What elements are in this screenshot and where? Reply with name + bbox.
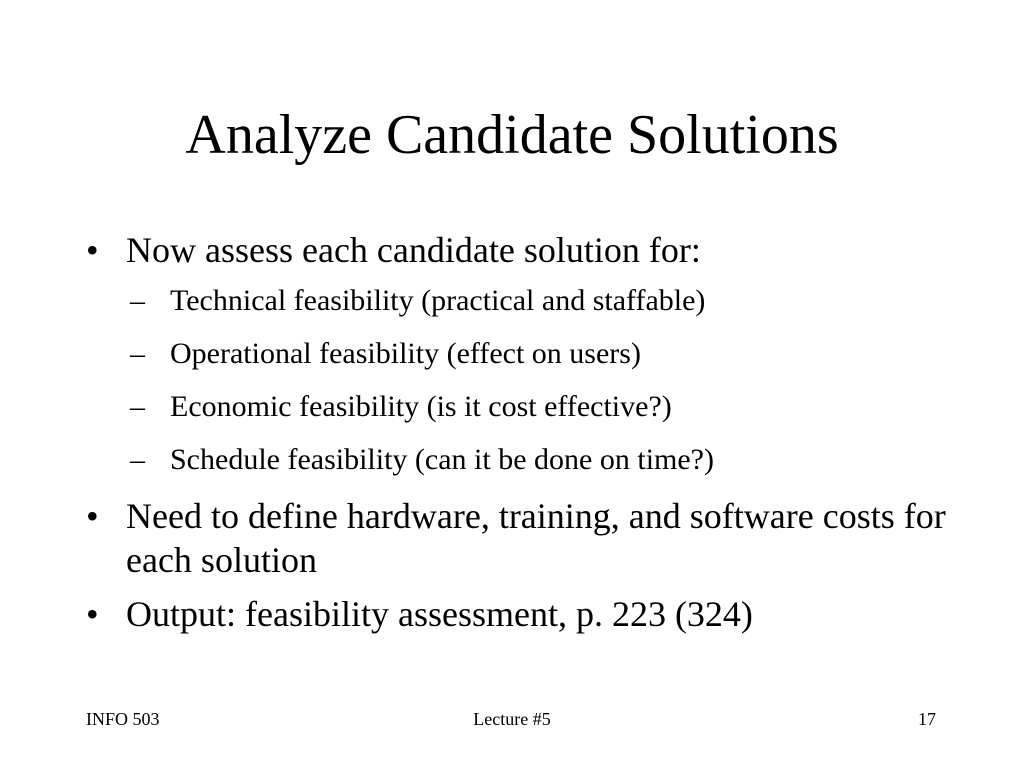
- bullet-marker: •: [86, 496, 99, 536]
- slide-title: Analyze Candidate Solutions: [185, 104, 839, 166]
- bullet-item: [86, 228, 966, 272]
- sub-bullet-marker: –: [130, 337, 145, 370]
- bullet-item: [86, 494, 966, 582]
- bullet-text: Now assess each candidate solution for:: [126, 230, 701, 270]
- bullet-text: Output: feasibility assessment, p. 223 (324): [126, 594, 753, 634]
- slide-body: [86, 228, 966, 646]
- sub-bullet-text: Operational feasibility (effect on users): [170, 337, 641, 370]
- sub-bullet-text: Economic feasibility (is it cost effective?): [170, 390, 672, 423]
- sub-bullet-item: [86, 335, 966, 373]
- footer-course: INFO 503: [86, 709, 160, 729]
- bullet-marker: •: [86, 230, 99, 270]
- sub-bullet-marker: –: [130, 284, 145, 317]
- sub-bullet-marker: –: [130, 390, 145, 423]
- bullet-marker: •: [86, 594, 99, 634]
- sub-bullet-item: [86, 282, 966, 320]
- bullet-item: [86, 592, 966, 636]
- sub-bullet-list: [86, 282, 966, 479]
- sub-bullet-text: Schedule feasibility (can it be done on time?): [170, 443, 714, 476]
- sub-bullet-item: [86, 441, 966, 479]
- bullet-text: Need to define hardware, training, and software costs for each solution: [126, 496, 946, 580]
- sub-bullet-item: [86, 388, 966, 426]
- footer-lecture: Lecture #5: [473, 709, 551, 729]
- sub-bullet-text: Technical feasibility (practical and staffable): [170, 284, 706, 317]
- sub-bullet-marker: –: [130, 443, 145, 476]
- footer-page-number: 17: [918, 709, 936, 729]
